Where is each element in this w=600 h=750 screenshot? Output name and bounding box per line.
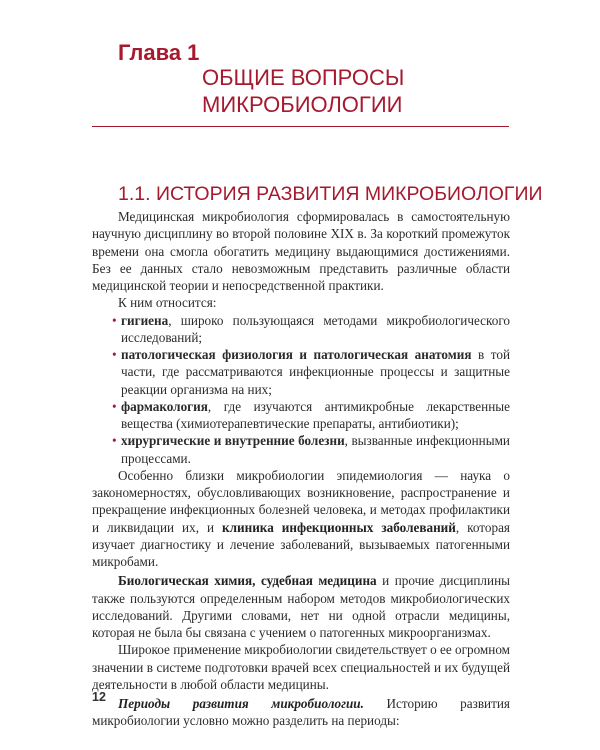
section-heading: 1.1. ИСТОРИЯ РАЗВИТИЯ МИКРОБИОЛОГИИ xyxy=(118,183,543,205)
list-item-term: фармакология xyxy=(121,398,208,414)
chapter-label: Глава 1 xyxy=(118,40,200,65)
list-item xyxy=(92,312,510,347)
paragraph-text: Историю развития микробиологии условно можно разделить на периоды: xyxy=(92,696,510,729)
list-item-term: гигиена xyxy=(121,312,169,328)
paragraph-text: и прочие дисциплины также пользуются определенным набором методов микробиологических исследований. Другими словами, нет ни одной отрасли медицины, которая не была бы связана с учением о патогенных микроорганизмах. xyxy=(92,573,510,640)
list-item-term: патологическая физиология и патологическая анатомия xyxy=(121,347,472,362)
body-text xyxy=(92,208,510,730)
paragraph-term: Биологическая химия, судебная медицина xyxy=(118,573,377,589)
list-item xyxy=(92,432,510,467)
paragraph-epidemiology xyxy=(92,467,510,571)
paragraph-list-intro: К ним относится: xyxy=(118,295,217,311)
list-item-text: в той части, где рассматриваются инфекционные процессы и защитные реакции организма на них; xyxy=(121,347,511,397)
bullet-icon: • xyxy=(112,347,117,362)
list-item xyxy=(92,346,510,398)
list-item-text: , вызванные инфекционными процессами. xyxy=(121,433,510,466)
paragraph-text: Особенно близки микробиологии эпидемиология — наука о закономерностях, обусловливающих возникновение, распространение и прекращение инфекционных болезней человека, и методах профилактики и ликвидации их, и xyxy=(92,467,510,535)
chapter-title xyxy=(202,64,404,118)
paragraph-biochemistry xyxy=(92,572,510,641)
bullet-icon: • xyxy=(112,312,117,328)
list-item-text: , широко пользующаяся методами микробиологического исследований; xyxy=(121,312,510,345)
paragraph-term: Периоды развития микробиологии. xyxy=(118,696,364,711)
paragraph-importance: Широкое применение микробиологии свидетельствует о ее огромном значении в системе подготовки врачей всех специальностей и их будущей деятельности в любой области медицины. xyxy=(92,642,511,692)
paragraph-term: клиника инфекционных заболеваний xyxy=(222,519,456,535)
bullet-icon: • xyxy=(112,398,117,414)
paragraph-periods xyxy=(92,695,510,730)
discipline-list xyxy=(92,312,510,467)
chapter-title-line: МИКРОБИОЛОГИИ xyxy=(202,92,403,117)
paragraph-intro: Медицинская микробиология сформировалась в самостоятельную научную дисциплину во второй половине XIX в. За короткий промежуток времени она смогла обогатить медицину выдающимися достижениями. Без ее данных стало невозможным представить различные области медицинской теории и непосредственной практики. xyxy=(92,209,510,293)
bullet-icon: • xyxy=(112,433,117,449)
page-number: 12 xyxy=(92,690,106,704)
paragraph-text: , которая изучает диагностику и лечение заболеваний, вызываемых патогенными микробами. xyxy=(92,519,510,569)
list-item-text: , где изучаются антимикробные лекарственные вещества (химиотерапевтические препараты, антибиотики); xyxy=(121,398,510,431)
list-item-term: хирургические и внутренние болезни xyxy=(121,433,345,449)
chapter-divider xyxy=(92,126,509,127)
chapter-title-line: ОБЩИЕ ВОПРОСЫ xyxy=(202,65,405,90)
list-item xyxy=(92,398,510,433)
